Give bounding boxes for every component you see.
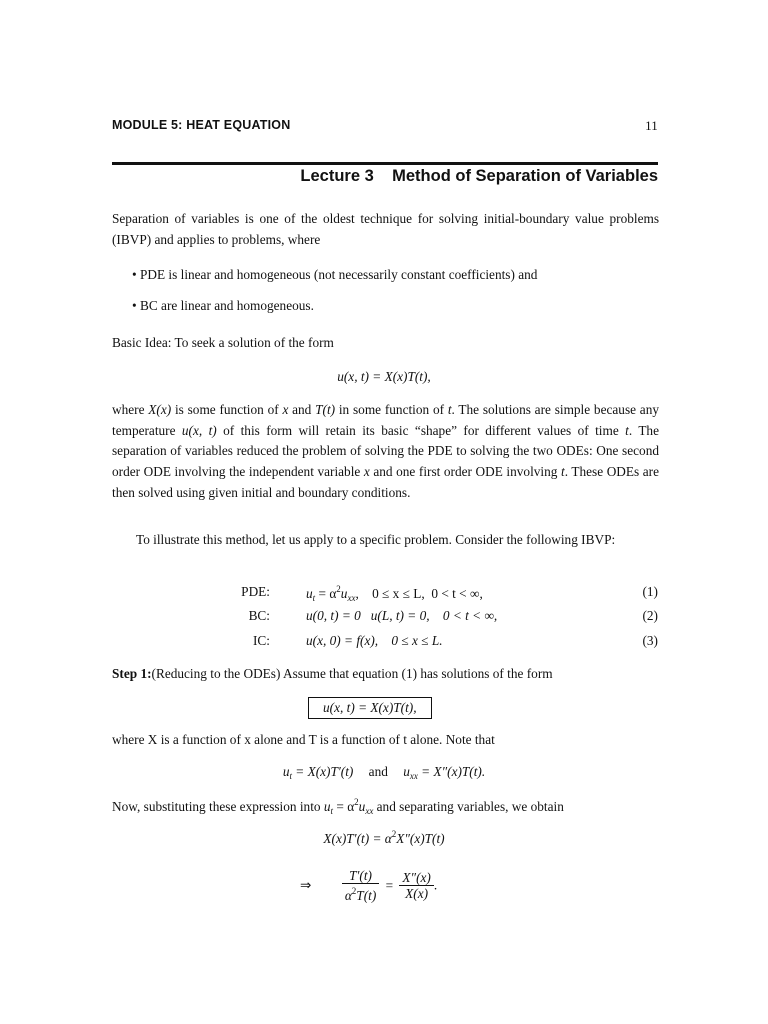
running-header	[112, 118, 658, 134]
step1-text: (Reducing to the ODEs) Assume that equation (1) has solutions of the form	[151, 666, 553, 681]
equation-number-3: (3)	[642, 633, 658, 648]
implies-symbol: ⇒	[300, 877, 312, 893]
step1-paragraph	[112, 666, 553, 682]
equation-form: u(x, t) = X(x)T(t),	[337, 369, 431, 384]
boxed-equation: u(x, t) = X(x)T(t),	[308, 697, 432, 719]
ratio-equation: ⇒ $\frac{T'(t)}{\alpha^2T(t)}$ = $\frac{X''(x)}{X(x)}$ .	[300, 868, 438, 903]
equation-number-1: (1)	[642, 584, 658, 599]
fraction-right: $\frac{X''(x)}{X(x)}$	[399, 870, 433, 901]
bullet-item-1	[132, 267, 537, 283]
explanation-paragraph: where X(x) is some function of x and T(t) in some function of t. The solutions are simple because any temperature u(x, t) of this form will retain its basic “shape” for different values of time t. The separation of variables reduced the problem of solving the PDE to solving the two ODEs: One second order ODE involving the independent variable x and one first order ODE involving t. These ODEs are then solved using given initial and boundary conditions.	[112, 402, 660, 500]
substituting-text: Now, substituting these expression into $u_t = \alpha^2u_{xx}$ and separating variables, we obtain	[112, 797, 564, 816]
pde-label: PDE:	[241, 584, 270, 599]
basic-idea: Basic Idea: To seek a solution of the form	[112, 335, 334, 350]
bc-equation: u(0, t) = 0 u(L, t) = 0, 0 < t < ∞,	[306, 608, 498, 623]
running-title: MODULE 5: HEAT EQUATION	[112, 118, 291, 132]
bc-label: BC:	[248, 608, 270, 623]
ic-label: IC:	[253, 633, 270, 648]
title-rule	[112, 162, 658, 165]
step1-label: Step 1:	[112, 666, 152, 681]
where-x-text: where X is a function of x alone and T is a function of t alone. Note that	[112, 732, 495, 747]
intro-paragraph: Separation of variables is one of the oldest technique for solving initial-boundary value problems (IBVP) and applies to problems, where	[112, 211, 659, 247]
bullet-dot: •	[132, 267, 137, 282]
page-number: 11	[645, 118, 658, 133]
fraction-left: $\frac{T'(t)}{\alpha^2T(t)}$	[342, 868, 379, 903]
derivatives-equation: $u_t = X(x)T'(t)$ and $u_{xx} = X''(x)T(t)$.	[282, 764, 486, 781]
bullet-dot: •	[132, 298, 137, 313]
ic-equation: u(x, 0) = f(x), 0 ≤ x ≤ L.	[306, 633, 443, 648]
lecture-title-text: Lecture 3 Method of Separation of Variables	[300, 167, 658, 185]
bullet-text: PDE is linear and homogeneous (not necessarily constant coefficients) and	[139, 267, 538, 282]
equation-number-2: (2)	[642, 608, 658, 623]
illustrate-paragraph: To illustrate this method, let us apply to a specific problem. Consider the following IBVP:	[136, 532, 616, 547]
separated-equation: $X(x)T'(t) = \alpha^2X''(x)T(t)$	[323, 829, 445, 846]
bullet-item-2	[132, 298, 314, 314]
bullet-text: BC are linear and homogeneous.	[139, 298, 314, 313]
pde-equation: $u_t = \alpha^2u_{xx}$, 0 ≤ x ≤ L, 0 < t < ∞,	[306, 584, 483, 603]
lecture-title	[112, 167, 658, 186]
